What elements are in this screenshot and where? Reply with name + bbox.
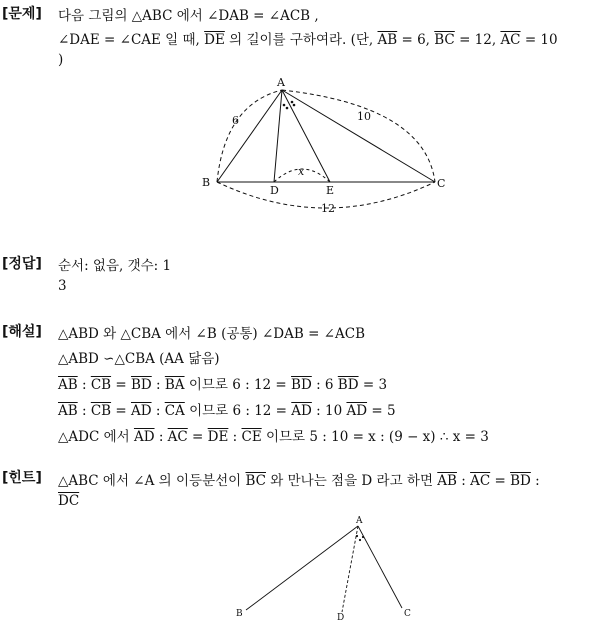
overlined-segment: $\overline{BD}$: [337, 377, 359, 393]
text-segment: :: [151, 377, 165, 393]
text-segment: :: [151, 403, 165, 419]
solution-line-2: △ABD ∽△CBA (AA 닮음): [58, 351, 220, 367]
segment-ad: [274, 90, 282, 182]
text-segment: =: [111, 403, 131, 419]
label-b: B: [202, 176, 211, 189]
overlined-segment: $\overline{AB}$: [58, 403, 78, 419]
overlined-segment: $\overline{AC}$: [470, 473, 491, 489]
text-segment: =: [111, 377, 131, 393]
overlined-segment: $\overline{CE}$: [241, 429, 262, 445]
overlined-segment: $\overline{BD}$: [291, 377, 312, 393]
hint-label-a: A: [356, 516, 363, 526]
solution-line-3: [58, 373, 387, 393]
overlined-segment: $\overline{AD}$: [133, 429, 155, 445]
solution-tag: [해설]: [2, 324, 42, 340]
hint-side-ab: [246, 526, 358, 610]
overlined-segment: $\overline{AC}$: [167, 429, 188, 445]
answer-line-2: 3: [58, 278, 67, 294]
problem-line-1: 다음 그림의 △ABC 에서 ∠DAB = ∠ACB ,: [58, 8, 319, 24]
text-segment: :: [456, 473, 471, 489]
text-segment: : 10: [311, 403, 347, 419]
text-segment: =: [490, 473, 511, 489]
overlined-segment: $\overline{BA}$: [164, 377, 185, 393]
text-segment: :: [154, 429, 168, 445]
text-segment: = 5: [367, 403, 396, 419]
label-bc-length: 12: [321, 202, 335, 215]
hint-side-ac: [358, 526, 402, 608]
text-segment: :: [77, 403, 91, 419]
problem-tag: [문제]: [2, 6, 42, 22]
overlined-segment: $\overline{AD}$: [130, 403, 152, 419]
hint-figure: [230, 512, 420, 622]
answer-tag: [정답]: [2, 256, 42, 272]
hint-line-1: [58, 469, 540, 489]
hint-label-d: D: [337, 613, 345, 622]
label-ac-length: 10: [357, 110, 371, 123]
text-segment: =: [187, 429, 208, 445]
text-segment: : 6: [311, 377, 338, 393]
label-de-x: x: [298, 165, 305, 178]
hint-line-2: [58, 493, 79, 509]
overlined-segment: $\overline{AB}$: [437, 473, 457, 489]
overlined-segment: $\overline{CB}$: [90, 403, 112, 419]
text-segment: :: [530, 473, 540, 489]
segment-ae: [282, 90, 330, 182]
overlined-segment: $\overline{BD}$: [510, 473, 531, 489]
label-d: D: [270, 184, 279, 197]
text-segment: 와 만나는 점을 D 라고 하면: [266, 473, 438, 489]
solution-line-4: [58, 399, 396, 419]
text-segment: :: [77, 377, 91, 393]
overlined-segment: $\overline{AD}$: [346, 403, 368, 419]
overlined-segment: $\overline{AB}$: [58, 377, 78, 393]
hint-label-b: B: [236, 609, 243, 619]
text-segment: 이므로 6 : 12 =: [184, 403, 292, 419]
label-c: C: [437, 177, 446, 190]
hint-segment-ad: [342, 526, 358, 612]
overlined-segment: $\overline{CA}$: [164, 403, 185, 419]
text-segment: △ABC 에서 ∠A 의 이등분선이: [58, 473, 246, 489]
hint-label-c: C: [404, 609, 411, 619]
solution-line-1: △ABD 와 △CBA 에서 ∠B (공통) ∠DAB = ∠ACB: [58, 326, 365, 342]
overlined-segment: $\overline{DE}$: [207, 429, 229, 445]
problem-line-2: ∠DAE = ∠CAE 일 때, $\overline{DE}$ 의 길이를 구하여라. (단, $\overline{AB} = 6$, $\overline{BC} = 12$, $\overline{AC} = 10$: [58, 32, 558, 48]
text-segment: :: [228, 429, 242, 445]
overlined-segment: $\overline{BC}$: [245, 473, 266, 489]
solution-line-5: [58, 425, 489, 445]
overlined-segment: $\overline{BD}$: [130, 377, 152, 393]
side-ab: [217, 90, 282, 182]
overlined-segment: $\overline{DC}$: [58, 493, 80, 509]
text-segment: 이므로 6 : 12 =: [184, 377, 292, 393]
text-segment: = 3: [358, 377, 388, 393]
hint-tag: [힌트]: [2, 470, 42, 486]
overlined-segment: $\overline{AD}$: [291, 403, 312, 419]
overlined-segment: $\overline{CB}$: [90, 377, 112, 393]
answer-line-1: 순서: 없음, 갯수: 1: [58, 258, 172, 274]
label-e: E: [326, 184, 335, 197]
text-segment: 이므로 5 : 10 = x : (9 − x) ∴ x = 3: [261, 429, 489, 445]
problem-figure: [195, 74, 455, 219]
problem-line-3: ): [58, 52, 64, 68]
label-ab-length: 6: [232, 114, 239, 127]
label-a: A: [277, 76, 285, 89]
text-segment: △ADC 에서: [58, 429, 134, 445]
